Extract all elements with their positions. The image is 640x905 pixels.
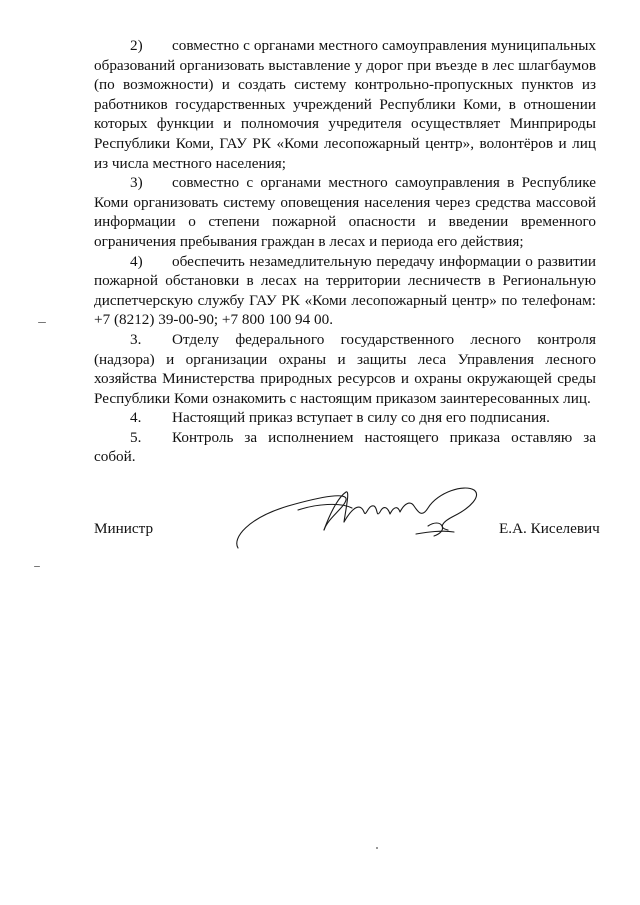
handwritten-signature [228,478,498,558]
item-text: обеспечить незамедлительную передачу информации о развитии пожарной обстановки в лесах на территории лесничеств в Региональную диспетчерскую службу ГАУ РК «Коми лесопожарный центр» по телефонам: +7 (8212) 39-00-90; +7 800 100 94 00. [94,252,596,329]
item-text: Настоящий приказ вступает в силу со дня его подписания. [172,409,550,427]
item-number: 4. [130,409,142,427]
item-number: 5. [130,428,142,446]
item-number: 4) [130,252,143,270]
list-item [94,408,596,428]
item-text: совместно с органами местного самоуправления в Республике Коми организовать систему оповещения населения через средства массовой информации о степени пожарной опасности и введении временного ограничения пребывания граждан в лесах и периода его действия; [94,174,596,250]
item-text: Контроль за исполнением настоящего приказа оставляю за собой. [94,428,596,466]
item-text: совместно с органами местного самоуправления муниципальных образований организовать выставление у дорог при въезде в лес шлагбаумов (по возможности) и создать систему контрольно-пропускных пунктов из работников государственных учреждений Республики Коми, в отношении которых функции и полномочия учредителя осуществляет Минприроды Республики Коми, ГАУ РК «Коми лесопожарный центр», волонтёров и лиц из числа местного населения; [94,37,596,172]
signatory-position: Министр [94,520,154,537]
list-item [94,330,596,408]
scan-artifact [376,847,378,849]
document-body [94,36,596,467]
signatory-name: Е.А. Киселевич [499,520,600,537]
list-item [94,428,596,467]
list-item [94,252,596,330]
item-number: 3) [130,174,143,192]
item-text: Отделу федерального государственного лесного контроля (надзора) и организации охраны и защиты леса Управления лесного хозяйства Министерства природных ресурсов и охраны окружающей среды Республики Коми ознакомить с настоящим приказом заинтересованных лиц. [94,330,596,407]
item-number: 2) [130,37,143,54]
list-item [94,173,596,251]
scan-artifact [34,566,40,567]
item-number: 3. [130,330,142,348]
list-item [94,36,596,173]
scan-artifact [38,322,46,323]
